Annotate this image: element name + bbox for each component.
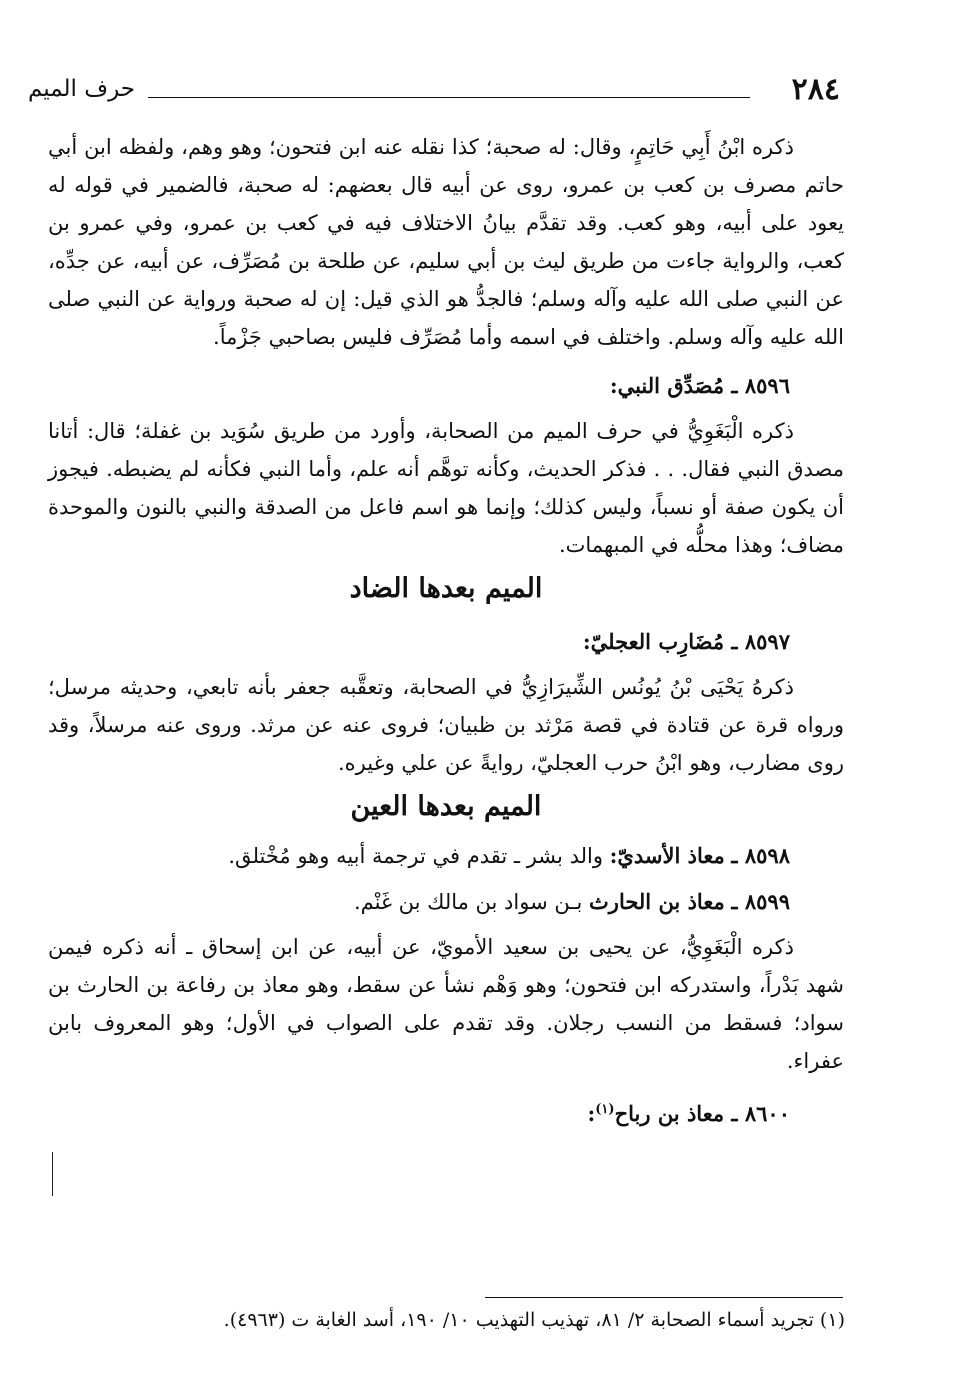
page-header: [28, 70, 840, 110]
entry-colon: :: [587, 1101, 596, 1126]
paragraph-1: ذكره ابْنُ أَبِي حَاتِمٍ، وقال: له صحبة؛ كذا نقله عنه ابن فتحون؛ وهو وهم، ولفظه ابن أبي حاتم مصرف بن كعب بن عمرو، روى عن أبيه قال بعضهم: له صحبة، فالضمير في قوله له يعود على أبيه، وهو كعب. وقد تقدَّم بيانُ الاختلاف فيه في كعب بن عمرو، وفي عمرو بن كعب، والرواية جاءت من طريق ليث بن أبي سليم، عن طلحة بن مُصَرِّف، عن أبيه، عن جدِّه، عن النبي صلى الله عليه وآله وسلم؛ فالجدُّ هو الذي قيل: إن له صحبة ورواية عن النبي صلى الله عليه وآله وسلم. واختلف في اسمه وأما مُصَرِّف فليس بصاحبي جَزْماً.: [48, 135, 844, 349]
entry-name: معاذ بن رباح: [614, 1101, 725, 1126]
entry-name: معاذ بن الحارث: [589, 889, 725, 914]
footnote: (١) تجريد أسماء الصحابة ٢/ ٨١، تهذيب التهذيب ١٠/ ١٩٠، أسد الغابة ت (٤٩٦٣).: [223, 1309, 845, 1331]
margin-mark: [52, 1152, 53, 1196]
paragraph-2: ذكره الْبَغَوِيُّ في حرف الميم من الصحابة، وأورد من طريق سُوَيد بن غفلة؛ قال: أتانا مصدق النبي فقال. . . فذكر الحديث، وكأنه توهَّم أنه علم، وأما النبي فكأنه لم يضبطه. فيجوز أن يكون صفة أو نسباً، وليس كذلك؛ وإنما هو اسم فاعل من الصدقة والنبي بالنون والموحدة مضاف؛ وهذا محلُّه في المبهمات.: [48, 419, 844, 557]
footnote-marker: (١): [595, 1102, 615, 1117]
entry-number: ٨٥٩٨ ـ: [731, 843, 790, 868]
section-heading-ayn: الميم بعدها العين: [350, 791, 542, 822]
running-title: حرف الميم: [28, 76, 136, 102]
footnote-rule: [485, 1297, 843, 1298]
page-body: [48, 128, 844, 1140]
paragraph-3: ذكرهُ يَحْيَى بْنُ يُونُس الشِّيرَازِيُّ في الصحابة، وتعقَّبه جعفر بأنه تابعي، وحديثه مرسل؛ ورواه قرة عن قتادة في قصة مَرْثد بن ظبيان؛ فروى عنه عن مرثد. وروى عنه مرسلاً، وقد روى مضارب، وهو ابْنُ حرب العجليّ، روايةً عن علي وغيره.: [48, 675, 844, 775]
entry-name: معاذ الأسديّ:: [609, 843, 725, 868]
header-rule: [148, 97, 750, 98]
entry-name: مُصَدِّق النبي:: [609, 373, 725, 398]
page-number: ٢٨٤: [791, 72, 840, 107]
entry-8600-heading: [48, 1090, 790, 1134]
section-heading-dad: الميم بعدها الضاد: [349, 573, 543, 604]
entry-8599: [48, 882, 790, 922]
entry-number: ٨٥٩٧ ـ: [731, 629, 790, 654]
entry-text: بـن سواد بن مالك بن غَنْم.: [353, 890, 583, 914]
entry-8597-heading: [48, 622, 790, 662]
entry-number: ٨٥٩٦ ـ: [731, 373, 790, 398]
paragraph-4: ذكره الْبَغَوِيُّ، عن يحيى بن سعيد الأمويّ، عن أبيه، عن ابن إسحاق ـ أنه ذكره فيمن شهد بَدْراً، واستدركه ابن فتحون؛ وهو وَهْم نشأ عن سقط، وهو معاذ بن رفاعة بن الحارث بن سواد؛ فسقط من النسب رجلان. وقد تقدم على الصواب في الأول؛ وهو المعروف بابن عفراء.: [48, 935, 844, 1073]
entry-number: ٨٥٩٩ ـ: [731, 889, 790, 914]
entry-text: والد بشر ـ تقدم في ترجمة أبيه وهو مُخْتلق.: [228, 844, 603, 868]
entry-number: ٨٦٠٠ ـ: [731, 1101, 790, 1126]
entry-8596-heading: [48, 366, 790, 406]
entry-8598: [48, 836, 790, 876]
entry-name: مُضَارِب العجليّ:: [582, 629, 725, 654]
